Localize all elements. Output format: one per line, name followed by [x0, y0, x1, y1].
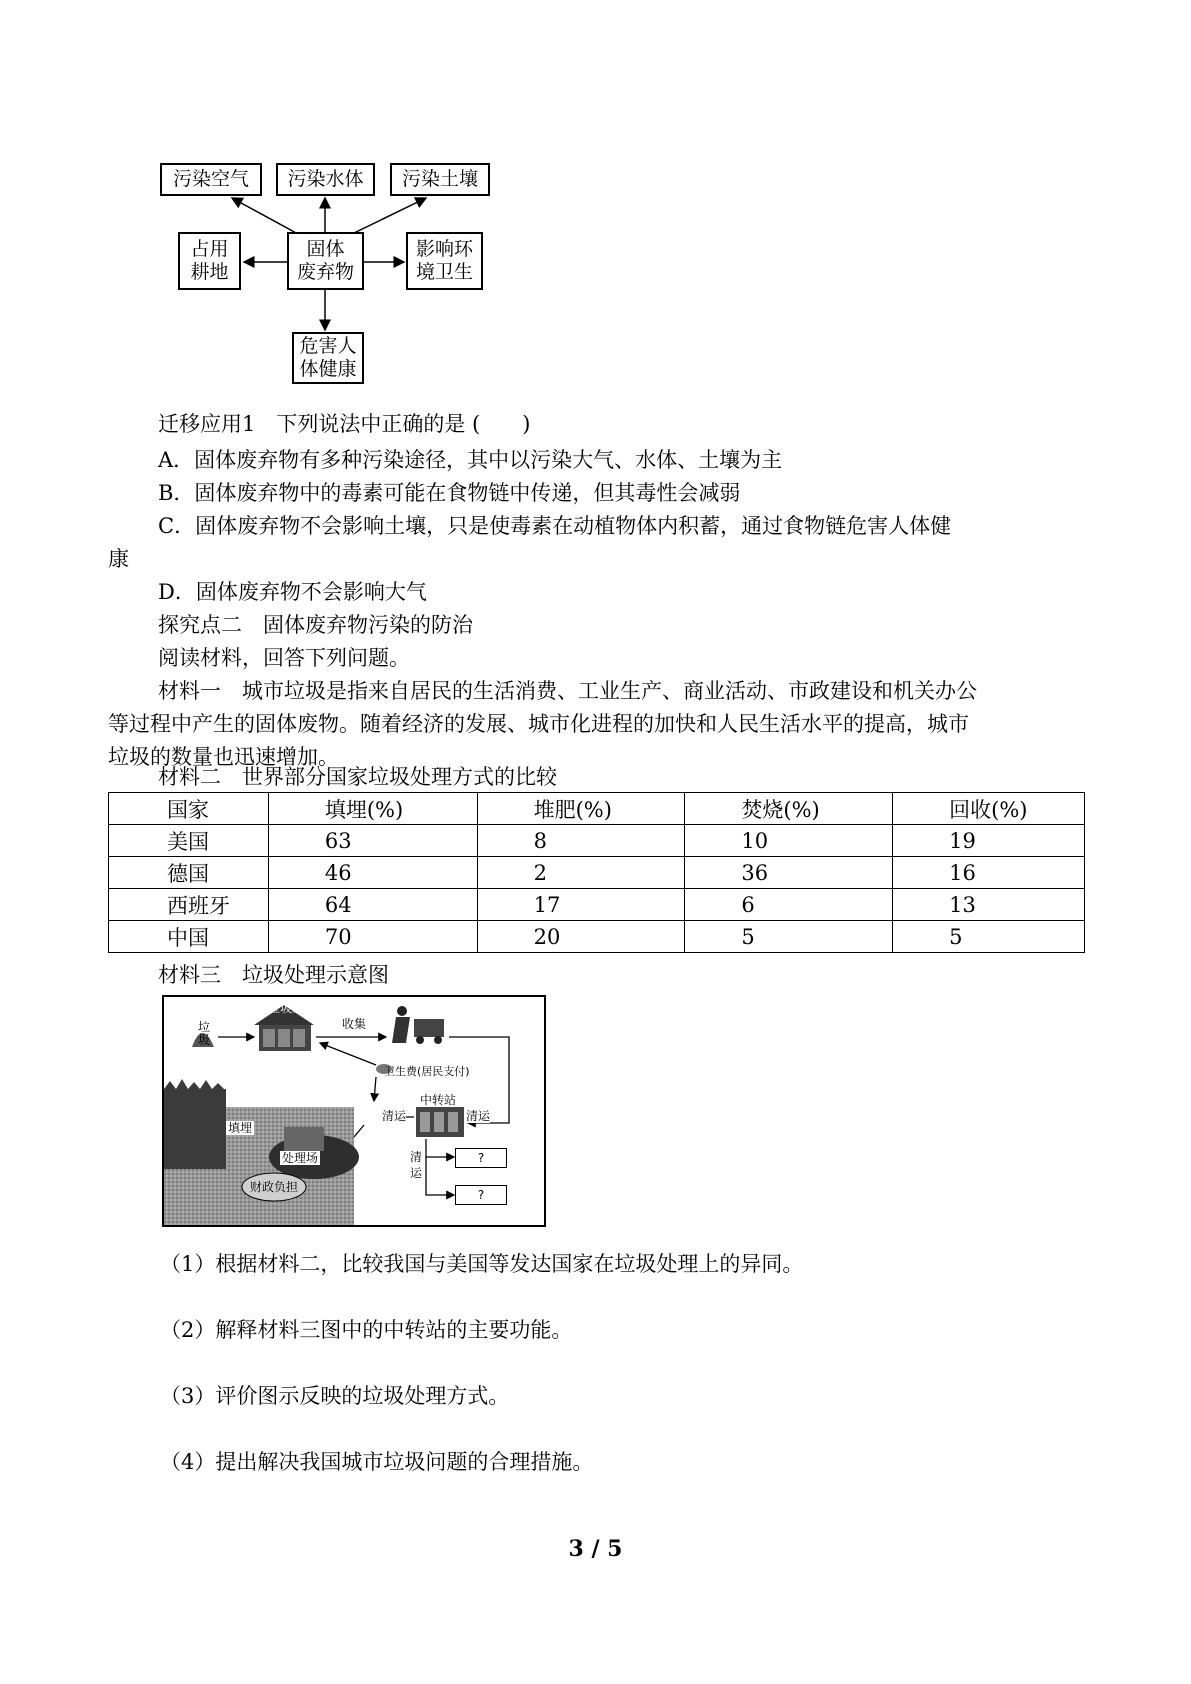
question1-option-c: C．固体废弃物不会影响土壤，只是使毒素在动植物体内积蓄，通过食物链危害人体健: [158, 514, 952, 538]
box-affect-line2: 境卫生: [415, 261, 473, 283]
box-pollute-water: 污染水体: [276, 163, 375, 196]
section-heading: 探究点二 固体废弃物污染的防治: [158, 613, 473, 637]
table-cell: 2: [477, 857, 685, 889]
table-header-row: [109, 793, 1085, 825]
diagram-label-garbage: 垃圾: [198, 1020, 211, 1047]
table-header: 焚烧(%): [685, 793, 893, 825]
material1-line1: 材料一 城市垃圾是指来自居民的生活消费、工业生产、商业活动、市政建设和机关办公: [158, 679, 977, 703]
diagram-label-clear-bottom: 清 运: [410, 1150, 423, 1180]
table-cell: 5: [685, 921, 893, 953]
disposal-comparison-table: [108, 792, 1085, 953]
box-harm-line2: 体健康: [299, 358, 357, 380]
question1-option-c-cont: 康: [108, 547, 129, 571]
material1-line3: 垃圾的数量也迅速增加。: [108, 745, 339, 769]
box-occupy-line1: 占用: [190, 238, 229, 260]
table-cell: 西班牙: [109, 889, 269, 921]
material1-line2: 等过程中产生的固体废物。随着经济的发展、城市化进程的加快和人民生活水平的提高，城市: [108, 712, 969, 736]
box-affect-line1: 影响环: [415, 238, 473, 260]
box-occupy-line2: 耕地: [190, 261, 229, 283]
table-cell: 中国: [109, 921, 269, 953]
diagram-label-fee: 卫生费(居民支付): [384, 1065, 470, 1078]
table-row: [109, 825, 1085, 857]
diagram-label-landfill: 填埋: [228, 1121, 253, 1135]
table-cell: 美国: [109, 825, 269, 857]
table-row: [109, 857, 1085, 889]
box-solid-waste: [287, 232, 364, 290]
subquestion-1: （1）根据材料二，比较我国与美国等发达国家在垃圾处理上的异同。: [160, 1252, 804, 1276]
table-cell: 63: [268, 825, 477, 857]
table-header: 回收(%): [893, 793, 1085, 825]
material3-title: 材料三 垃圾处理示意图: [158, 963, 389, 987]
subquestion-3: （3）评价图示反映的垃圾处理方式。: [160, 1384, 510, 1408]
table-header: 堆肥(%): [477, 793, 685, 825]
question1-option-d: D．固体废弃物不会影响大气: [158, 580, 427, 604]
box-solid-line1: 固体: [306, 238, 345, 260]
table-header: 填埋(%): [268, 793, 477, 825]
diagram-question-box-1: ?: [455, 1148, 507, 1168]
table-header: 国家: [109, 793, 269, 825]
box-pollute-soil: 污染土壤: [390, 163, 490, 196]
table-cell: 70: [268, 921, 477, 953]
diagram-label-clear-right: 清运: [466, 1109, 491, 1123]
diagram-question-box-2: ?: [455, 1185, 507, 1205]
box-pollute-air: 污染空气: [160, 163, 262, 196]
diagram-label-finance: 财政负担: [250, 1180, 299, 1194]
question1-stem: 迁移应用1 下列说法中正确的是 ( ): [158, 412, 531, 436]
section-intro: 阅读材料，回答下列问题。: [158, 646, 410, 670]
question1-option-b: B．固体废弃物中的毒素可能在食物链中传递，但其毒性会减弱: [158, 481, 741, 505]
table-cell: 17: [477, 889, 685, 921]
table-cell: 16: [893, 857, 1085, 889]
subquestion-4: （4）提出解决我国城市垃圾问题的合理措施。: [160, 1450, 594, 1474]
table-cell: 36: [685, 857, 893, 889]
flowchart-arrows: [0, 0, 520, 400]
garbage-disposal-diagram: [162, 995, 546, 1227]
table-cell: 5: [893, 921, 1085, 953]
table-row: [109, 889, 1085, 921]
subquestion-2: （2）解释材料三图中的中转站的主要功能。: [160, 1318, 573, 1342]
diagram-label-collect: 收集: [342, 1017, 367, 1031]
table-cell: 8: [477, 825, 685, 857]
table-cell: 10: [685, 825, 893, 857]
diagram-label-clear-left: 清运: [382, 1109, 407, 1123]
diagram-label-garbage-room: 垃圾房: [268, 1001, 305, 1015]
table-cell: 德国: [109, 857, 269, 889]
table-row: [109, 921, 1085, 953]
table-cell: 19: [893, 825, 1085, 857]
box-solid-line2: 废弃物: [296, 261, 354, 283]
table-cell: 6: [685, 889, 893, 921]
box-affect-sanitation: [406, 232, 483, 290]
diagram-label-processing-plant: 处理场: [282, 1151, 319, 1165]
table-cell: 64: [268, 889, 477, 921]
page-number: 3 / 5: [568, 1536, 623, 1562]
box-occupy-farmland: [178, 232, 241, 290]
table-cell: 13: [893, 889, 1085, 921]
diagram-label-transfer-station: 中转站: [420, 1093, 457, 1107]
question1-option-a: A．固体废弃物有多种污染途径，其中以污染大气、水体、土壤为主: [158, 448, 783, 472]
box-harm-health: [292, 332, 364, 384]
box-harm-line1: 危害人: [299, 335, 357, 357]
material2-title: 材料二 世界部分国家垃圾处理方式的比较: [158, 765, 557, 789]
table-cell: 46: [268, 857, 477, 889]
table-cell: 20: [477, 921, 685, 953]
